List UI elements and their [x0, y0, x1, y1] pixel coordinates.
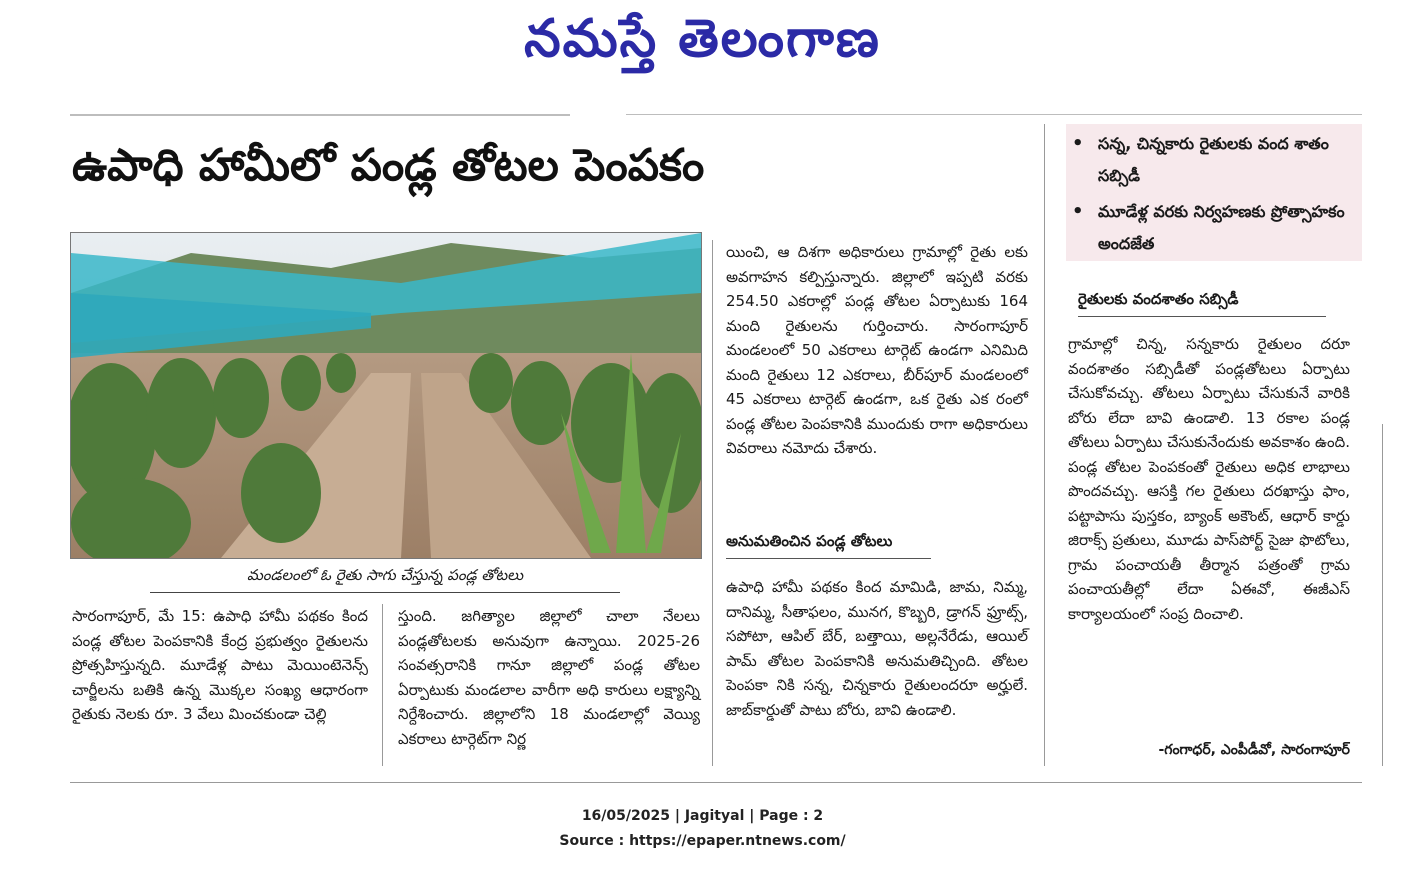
divider	[626, 114, 1362, 115]
bottom-rule	[70, 782, 1362, 783]
bullet-icon: •	[1072, 201, 1084, 222]
section-subhead: అనుమతించిన పండ్ల తోటలు	[726, 532, 931, 559]
highlight-text: మూడేళ్ల వరకు నిర్వహణకు ప్రోత్సాహకం అందజేత	[1098, 202, 1345, 253]
farm-photo-illustration	[71, 233, 701, 558]
article-column-3-continued: ఉపాధి హామీ పథకం కింద మామిడి, జామ, నిమ్మ, దానిమ్మ, సీతాఫలం, మునగ, కొబ్బరి, డ్రాగన్ ఫ్రూట్స్, సపోటా, ఆపిల్ బేర్, బత్తాయి, అల్లనేరేడు, ఆయిల్ పామ్ తోటల పెంపకానికి అనుమతిచ్చింది. తోటల పెంపకా నికి సన్న, చిన్నకారు రైతులందరూ అర్హులే. జాబ్‌కార్డుతో పాటు బోరు, బావి ఉండాలి.	[726, 578, 1028, 719]
article-column-4: గ్రామాల్లో చిన్న, సన్నకారు రైతులం దరూ వందశాతం సబ్సిడీతో పండ్లతోటలు ఏర్పాటు చేసుకోవచ్చు. తోటలు ఏర్పాటు చేసుకునే వారికి బోరు లేదా బావి ఉండాలి. 13 రకాల పండ్ల తోటలు ఏర్పాటు చేసుకునేందుకు అవకాశం ఉంది. పండ్ల తోటల పెంపకంతో రైతులు అధిక లాభాలు పొందవచ్చు. ఆసక్తి గల రైతులు దరఖాస్తు ఫాం, పట్టాపాసు పుస్తకం, బ్యాంక్ అకౌంట్, ఆధార్ కార్డు జిరాక్స్ ప్రతులు, మూడు పాస్‌పోర్ట్ సైజు ఫొటోలు, గ్రామ పంచాయతీ తీర్మాన పత్రంతో గ్రామ పంచాయతీల్లో లేదా ఏఈవో, ఈజీఎస్ కార్యాలయంలో సంప్ర దించాలి.	[1068, 335, 1350, 623]
bullet-icon: •	[1072, 133, 1084, 154]
divider	[150, 592, 620, 593]
footer-source-link[interactable]: Source : https://epaper.ntnews.com/	[559, 833, 846, 849]
newspaper-masthead: నమస్తే తెలంగాణ	[524, 8, 881, 69]
signoff: -గంగాధర్, ఎంపీడీవో, సారంగాపూర్	[1158, 742, 1350, 758]
article-column-1: సారంగాపూర్, మే 15: ఉపాధి హామీ పథకం కింద పండ్ల తోటల పెంపకానికి కేంద్ర ప్రభుత్వం రైతులను ప్రోత్సహిస్తున్నది. మూడేళ్ల పాటు మెయింటెనెన్స్ చార్జీలను బతికి ఉన్న మొక్కల సంఖ్య ఆధారంగా రైతుకు నెలకు రూ. 3 వేలు మించకుండా చెల్లి	[72, 607, 368, 723]
photo-caption: మండలంలో ఓ రైతు సాగు చేస్తున్న పండ్ల తోటలు	[246, 566, 524, 584]
column-divider	[1382, 424, 1383, 766]
article-photo	[70, 232, 702, 559]
footer-date-line: 16/05/2025 | Jagityal | Page : 2	[581, 808, 824, 824]
article-column-3: యించి, ఆ దిశగా అధికారులు గ్రామాల్లో రైతు లకు అవగాహన కల్పిస్తున్నారు. జిల్లాలో ఇప్పటి వరకు 254.50 ఎకరాల్లో పండ్ల తోటల ఏర్పాటుకు 164 మంది రైతులను గుర్తించారు. సారంగాపూర్ మండలంలో 50 ఎకరాలు టార్గెట్ ఉండగా ఎనిమిది మంది రైతులు 12 ఎకరాలు, బీర్‌పూర్ మండలంలో 45 ఎకరాలు టార్గెట్ ఉండగా, ఒక రైతు ఎక రంలో పండ్ల తోటల పెంపకానికి ముందుకు రాగా అధికారులు వివరాలు నమోదు చేశారు.	[726, 243, 1028, 457]
highlight-text: సన్న, చిన్నకారు రైతులకు వంద శాతం సబ్సిడీ	[1098, 134, 1329, 185]
divider	[70, 114, 570, 116]
article-headline: ఉపాధి హామీలో పండ్ల తోటల పెంపకం	[72, 140, 705, 191]
article-column-2: స్తుంది. జగిత్యాల జిల్లాలో చాలా నేలలు పండ్లతోటలకు అనువుగా ఉన్నాయి. 2025-26 సంవత్సరానికి గానూ జిల్లాలో పండ్ల తోటల ఏర్పాటుకు మండలాల వారీగా అధి కారులు లక్ష్యాన్ని నిర్దేశించారు. జిల్లాలోని 18 మండలాల్లో వెయ్యి ఎకరాలు టార్గెట్‌గా నిర్ణ	[398, 607, 700, 748]
column-divider	[382, 604, 383, 766]
section-subhead: రైతులకు వందశాతం సబ్సిడీ	[1078, 290, 1326, 317]
highlight-item	[1072, 196, 1356, 260]
highlight-item	[1072, 128, 1356, 192]
column-divider	[1044, 124, 1045, 766]
highlight-box	[1066, 124, 1362, 261]
column-divider	[712, 240, 713, 766]
